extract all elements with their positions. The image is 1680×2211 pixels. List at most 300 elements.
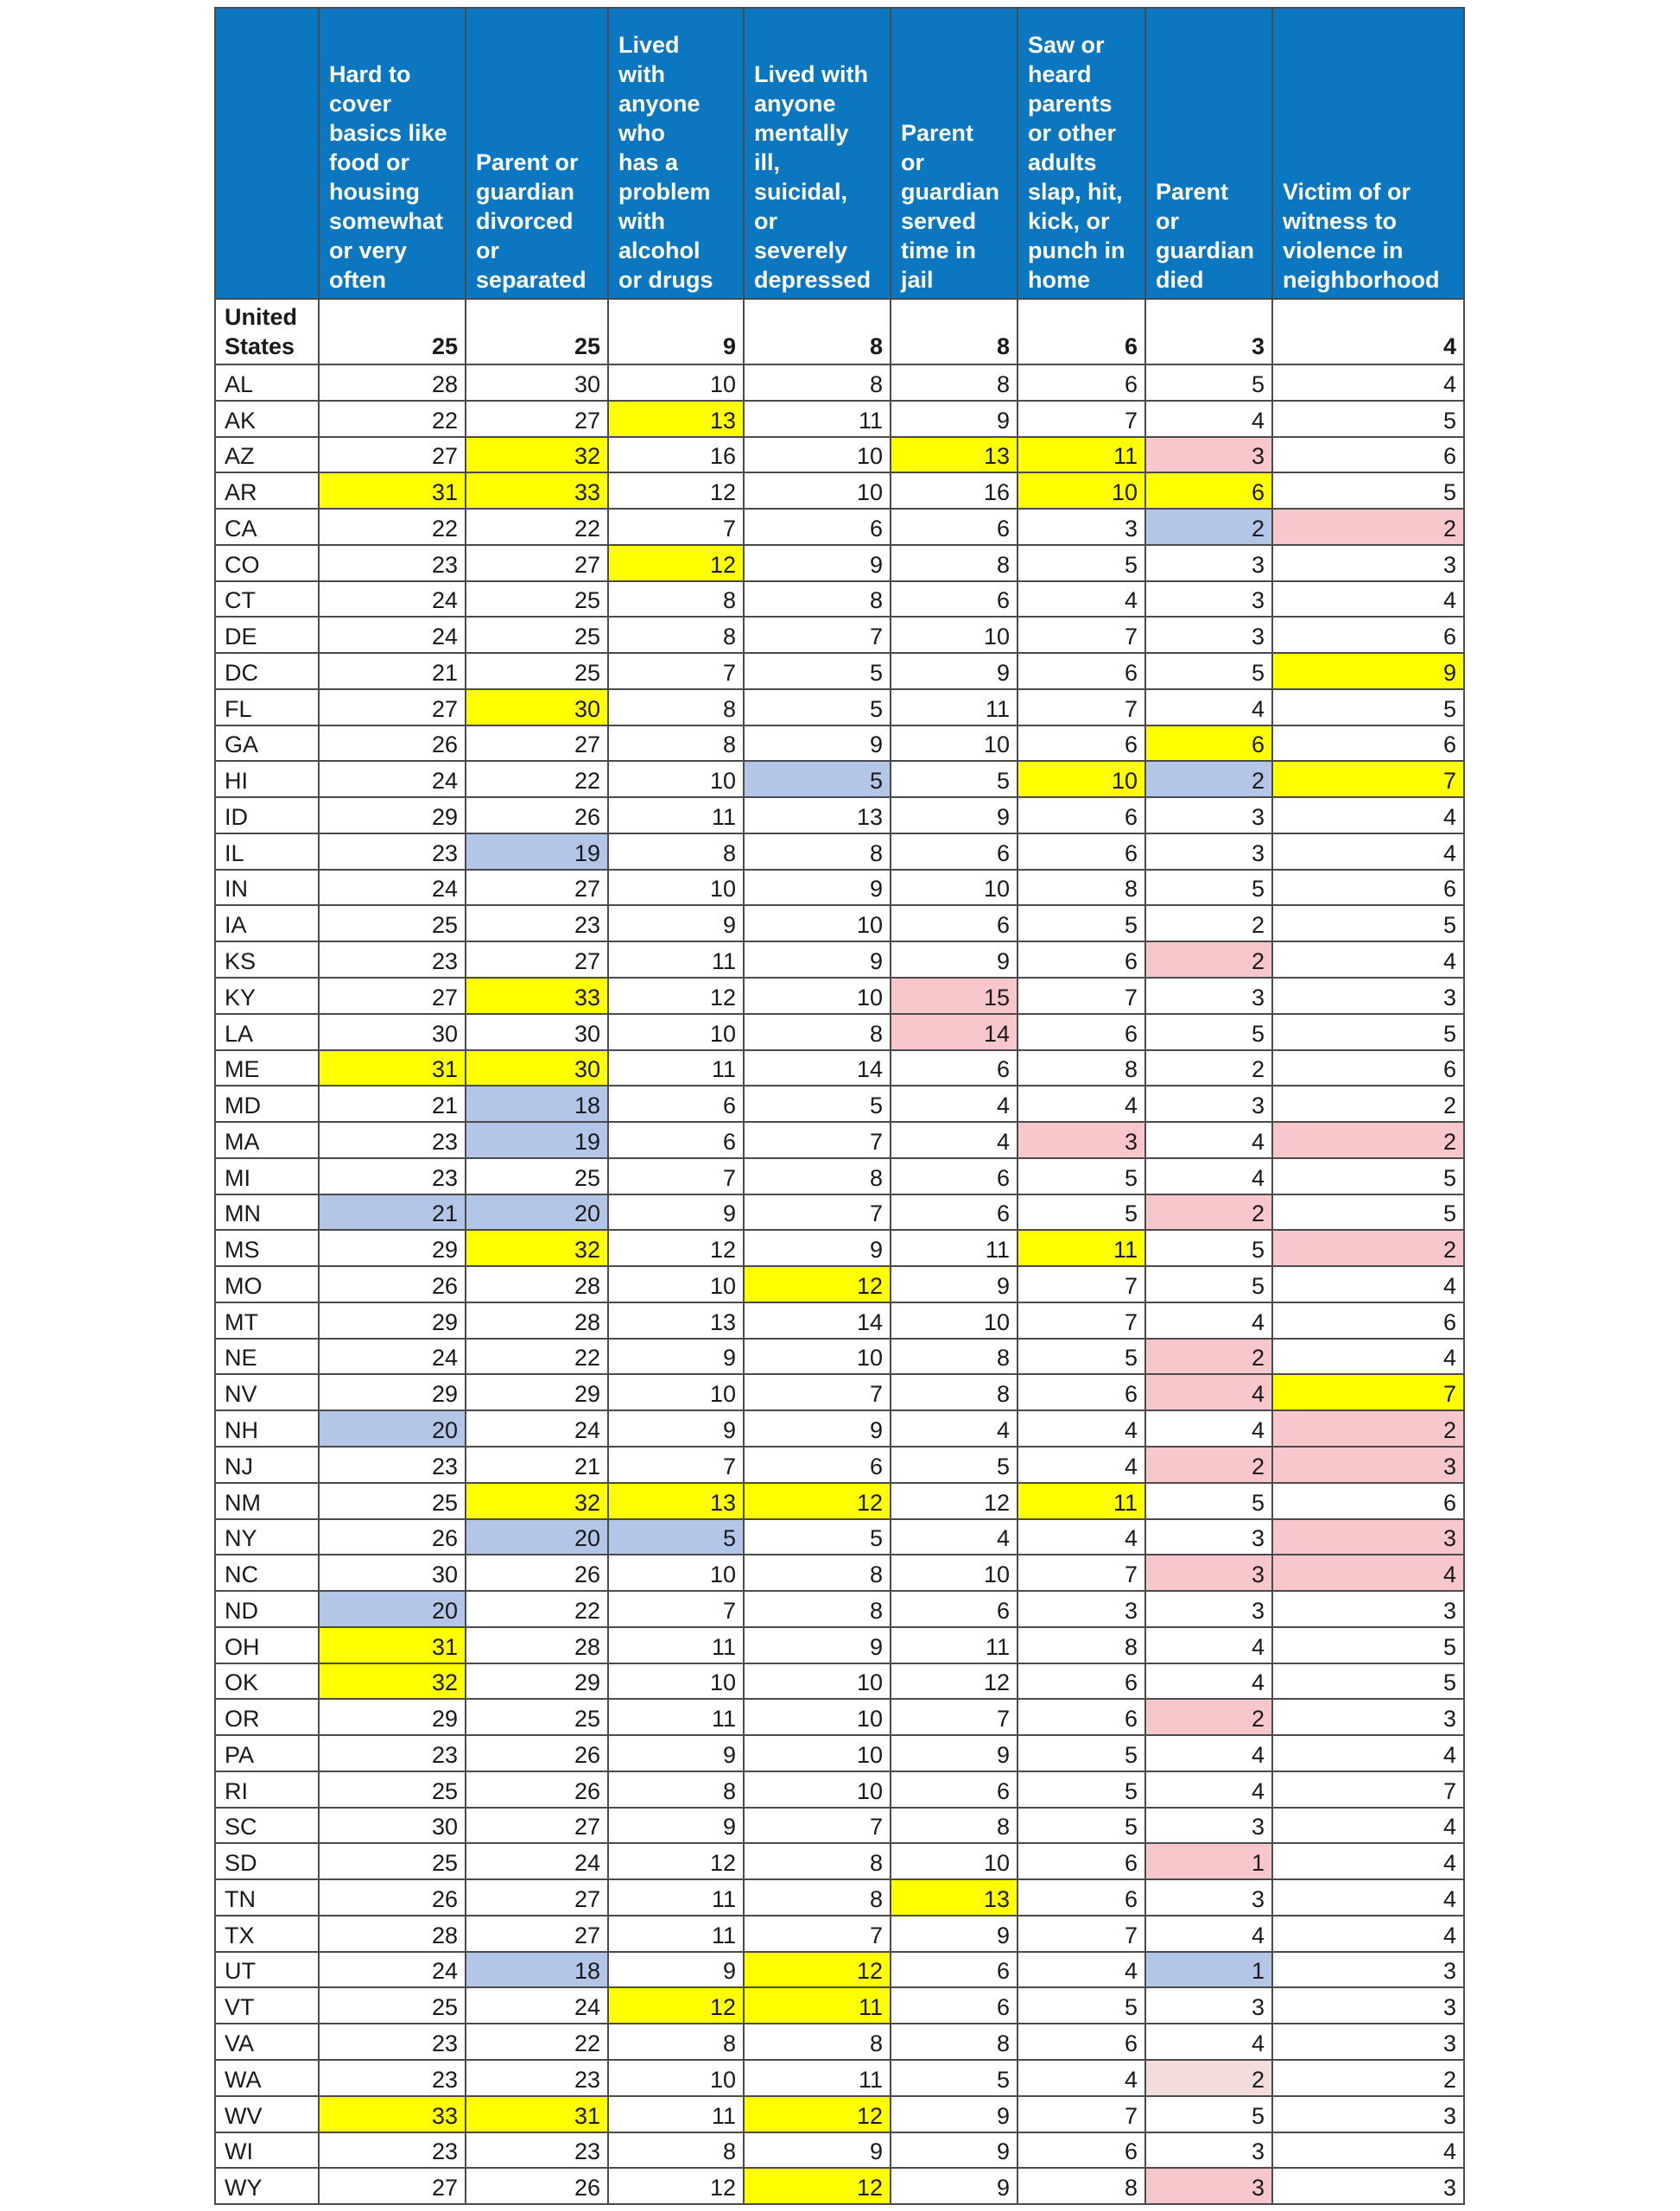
value-cell: 8 [744,1843,891,1879]
value-cell: 9 [891,1916,1018,1952]
table-row [215,2024,1464,2060]
value-cell: 9 [744,1230,891,1266]
value-cell: 5 [891,2060,1018,2096]
value-cell: 29 [466,1663,608,1700]
value-cell: 5 [1018,1808,1145,1844]
state-cell: MO [215,1266,319,1302]
table-row [215,1086,1464,1122]
value-cell: 6 [891,1987,1018,2024]
value-cell: 2 [1145,1699,1272,1735]
value-cell: 5 [1145,653,1272,689]
table-row [215,1555,1464,1591]
value-cell: 9 [608,1410,744,1447]
value-cell: 10 [744,978,891,1014]
value-cell: 8 [891,1808,1018,1844]
value-cell: 11 [1018,1230,1145,1266]
value-cell: 21 [466,1447,608,1483]
table-row [215,1447,1464,1483]
state-cell: HI [215,761,319,797]
table-row [215,2096,1464,2132]
value-cell: 6 [1272,617,1464,653]
value-cell: 10 [608,2060,744,2096]
value-cell: 11 [1018,1483,1145,1519]
value-cell: 3 [1272,2096,1464,2132]
table-row [215,545,1464,581]
value-cell: 3 [1145,2168,1272,2204]
value-cell: 7 [1018,617,1145,653]
value-cell: 23 [466,905,608,941]
value-cell: 4 [1145,1627,1272,1663]
value-cell: 31 [319,472,466,509]
value-cell: 6 [891,833,1018,870]
value-cell: 10 [608,1555,744,1591]
state-cell: United States [215,299,319,364]
value-cell: 12 [891,1483,1018,1519]
value-cell: 32 [466,1483,608,1519]
value-cell: 21 [319,1086,466,1122]
value-cell: 3 [1145,1519,1272,1555]
value-cell: 7 [1272,1374,1464,1410]
value-cell: 26 [466,1555,608,1591]
value-cell: 27 [319,437,466,473]
value-cell: 10 [891,1555,1018,1591]
value-cell: 9 [608,1735,744,1771]
value-cell: 8 [891,299,1018,364]
value-cell: 3 [1272,1591,1464,1627]
value-cell: 6 [1018,725,1145,762]
value-cell: 4 [1272,299,1464,364]
value-cell: 9 [891,1266,1018,1302]
value-cell: 3 [1145,978,1272,1014]
table-row [215,1122,1464,1158]
value-cell: 4 [1145,1374,1272,1410]
state-cell: NC [215,1555,319,1591]
value-cell: 24 [319,1339,466,1375]
value-cell: 6 [1145,472,1272,509]
value-cell: 4 [1272,1339,1464,1375]
value-cell: 27 [466,725,608,762]
state-cell: VA [215,2024,319,2060]
table-row [215,905,1464,941]
value-cell: 11 [608,941,744,978]
value-cell: 4 [1145,1302,1272,1339]
value-cell: 10 [891,1843,1018,1879]
state-cell: DC [215,653,319,689]
value-cell: 11 [744,2060,891,2096]
value-cell: 3 [1018,1122,1145,1158]
value-cell: 2 [1145,1194,1272,1231]
value-cell: 9 [744,1410,891,1447]
value-cell: 11 [891,1627,1018,1663]
table-row [215,581,1464,618]
state-cell: NV [215,1374,319,1410]
value-cell: 5 [1018,1339,1145,1375]
value-cell: 27 [466,1808,608,1844]
value-cell: 24 [466,1410,608,1447]
value-cell: 6 [744,509,891,545]
value-cell: 2 [1145,941,1272,978]
value-cell: 4 [1018,1410,1145,1447]
value-cell: 3 [1145,617,1272,653]
table-row [215,1663,1464,1700]
value-cell: 7 [1018,978,1145,1014]
value-cell: 5 [1272,1158,1464,1194]
table-row [215,1194,1464,1231]
state-cell: NE [215,1339,319,1375]
value-cell: 25 [319,299,466,364]
value-cell: 5 [744,761,891,797]
value-cell: 3 [1145,299,1272,364]
table-row [215,725,1464,762]
value-cell: 10 [608,1663,744,1700]
value-cell: 7 [608,653,744,689]
value-cell: 27 [466,870,608,906]
value-cell: 10 [891,725,1018,762]
value-cell: 3 [1272,545,1464,581]
value-cell: 8 [608,725,744,762]
table-row [215,1050,1464,1086]
value-cell: 21 [319,1194,466,1231]
value-cell: 5 [891,761,1018,797]
value-cell: 30 [466,1014,608,1050]
value-cell: 8 [744,299,891,364]
value-cell: 30 [319,1808,466,1844]
value-cell: 10 [744,1771,891,1808]
value-cell: 4 [1145,689,1272,725]
table-row [215,1410,1464,1447]
value-cell: 4 [891,1410,1018,1447]
value-cell: 6 [891,1591,1018,1627]
value-cell: 32 [466,1230,608,1266]
value-cell: 16 [608,437,744,473]
value-cell: 29 [466,1374,608,1410]
value-cell: 6 [1272,437,1464,473]
value-cell: 5 [1018,545,1145,581]
value-cell: 27 [319,689,466,725]
value-cell: 26 [319,725,466,762]
table-row [215,1771,1464,1808]
value-cell: 11 [608,1916,744,1952]
value-cell: 8 [891,545,1018,581]
value-cell: 6 [1018,1374,1145,1410]
value-cell: 6 [891,1771,1018,1808]
value-cell: 9 [744,941,891,978]
column-header: Lived with anyone who has a problem with alcohol or drugs [608,8,744,299]
value-cell: 3 [1145,797,1272,833]
value-cell: 14 [744,1302,891,1339]
value-cell: 8 [891,364,1018,401]
value-cell: 16 [891,472,1018,509]
value-cell: 24 [319,870,466,906]
value-cell: 7 [1018,2096,1145,2132]
value-cell: 11 [608,797,744,833]
value-cell: 3 [1145,1555,1272,1591]
value-cell: 8 [891,2024,1018,2060]
value-cell: 11 [608,1050,744,1086]
state-cell: CT [215,581,319,618]
value-cell: 10 [608,364,744,401]
value-cell: 8 [1018,1627,1145,1663]
state-cell: SD [215,1843,319,1879]
state-cell: KY [215,978,319,1014]
value-cell: 6 [1018,1663,1145,1700]
value-cell: 4 [1018,1952,1145,1988]
value-cell: 5 [1272,689,1464,725]
value-cell: 24 [466,1987,608,2024]
column-header: Parent or guardian died [1145,8,1272,299]
value-cell: 22 [466,1591,608,1627]
value-cell: 4 [1145,401,1272,437]
value-cell: 3 [1272,1519,1464,1555]
value-cell: 8 [744,2024,891,2060]
table-row [215,978,1464,1014]
value-cell: 30 [466,1050,608,1086]
value-cell: 3 [1145,581,1272,618]
value-cell: 5 [891,1447,1018,1483]
value-cell: 9 [744,870,891,906]
value-cell: 5 [1145,870,1272,906]
value-cell: 33 [319,2096,466,2132]
value-cell: 6 [891,581,1018,618]
value-cell: 4 [1018,1447,1145,1483]
value-cell: 13 [608,1302,744,1339]
value-cell: 5 [1272,905,1464,941]
value-cell: 12 [608,545,744,581]
value-cell: 3 [1145,1987,1272,2024]
table-row [215,689,1464,725]
value-cell: 8 [1018,1050,1145,1086]
value-cell: 30 [466,364,608,401]
value-cell: 7 [744,1374,891,1410]
value-cell: 2 [1272,2060,1464,2096]
value-cell: 3 [1145,1591,1272,1627]
value-cell: 23 [319,2060,466,2096]
value-cell: 29 [319,1374,466,1410]
value-cell: 13 [608,401,744,437]
value-cell: 25 [319,1843,466,1879]
value-cell: 31 [319,1627,466,1663]
value-cell: 7 [1272,1771,1464,1808]
state-cell: SC [215,1808,319,1844]
value-cell: 2 [1145,905,1272,941]
state-cell: AZ [215,437,319,473]
table-row [215,653,1464,689]
value-cell: 14 [744,1050,891,1086]
value-cell: 14 [891,1014,1018,1050]
value-cell: 7 [608,1158,744,1194]
value-cell: 12 [608,1230,744,1266]
value-cell: 27 [466,401,608,437]
value-cell: 5 [1018,1771,1145,1808]
value-cell: 11 [891,1230,1018,1266]
value-cell: 7 [744,1122,891,1158]
value-cell: 4 [1018,1519,1145,1555]
value-cell: 6 [891,1952,1018,1988]
state-cell: CO [215,545,319,581]
value-cell: 10 [744,1663,891,1700]
value-cell: 9 [744,1627,891,1663]
value-cell: 9 [608,1952,744,1988]
value-cell: 9 [891,941,1018,978]
state-cell: AR [215,472,319,509]
value-cell: 18 [466,1086,608,1122]
column-header: Parent or guardian served time in jail [891,8,1018,299]
value-cell: 2 [1145,2060,1272,2096]
value-cell: 28 [466,1266,608,1302]
value-cell: 25 [466,653,608,689]
value-cell: 11 [1018,437,1145,473]
state-cell: WY [215,2168,319,2204]
value-cell: 6 [1272,870,1464,906]
value-cell: 5 [1145,1014,1272,1050]
value-cell: 4 [1272,581,1464,618]
value-cell: 12 [608,1987,744,2024]
value-cell: 5 [744,653,891,689]
value-cell: 33 [466,472,608,509]
value-cell: 19 [466,1122,608,1158]
state-cell: MI [215,1158,319,1194]
value-cell: 27 [319,978,466,1014]
value-cell: 27 [319,2168,466,2204]
table-row [215,1808,1464,1844]
value-cell: 12 [744,1483,891,1519]
state-cell: RI [215,1771,319,1808]
value-cell: 23 [319,941,466,978]
state-cell: VT [215,1987,319,2024]
value-cell: 10 [744,1699,891,1735]
value-cell: 26 [466,2168,608,2204]
value-cell: 3 [1018,509,1145,545]
value-cell: 9 [608,299,744,364]
value-cell: 26 [466,1771,608,1808]
value-cell: 23 [466,2060,608,2096]
state-cell: MS [215,1230,319,1266]
value-cell: 4 [1145,2024,1272,2060]
value-cell: 9 [744,725,891,762]
value-cell: 5 [1145,1230,1272,1266]
value-cell: 10 [608,1266,744,1302]
value-cell: 4 [1018,2060,1145,2096]
value-cell: 4 [1018,1086,1145,1122]
value-cell: 12 [744,2168,891,2204]
value-cell: 33 [466,978,608,1014]
value-cell: 6 [1145,725,1272,762]
value-cell: 12 [608,472,744,509]
value-cell: 11 [744,401,891,437]
value-cell: 6 [1018,1014,1145,1050]
value-cell: 4 [1145,1158,1272,1194]
table-row [215,2060,1464,2096]
table-row [215,1916,1464,1952]
table-body [215,299,1464,2204]
value-cell: 23 [466,2132,608,2169]
value-cell: 4 [1272,1879,1464,1916]
value-cell: 11 [608,1879,744,1916]
value-cell: 22 [466,2024,608,2060]
value-cell: 12 [608,978,744,1014]
state-cell: ND [215,1591,319,1627]
value-cell: 7 [1018,1302,1145,1339]
national-row [215,299,1464,364]
state-cell: ME [215,1050,319,1086]
value-cell: 5 [1018,1735,1145,1771]
value-cell: 6 [1018,2024,1145,2060]
value-cell: 9 [891,401,1018,437]
value-cell: 6 [1018,364,1145,401]
state-cell: WV [215,2096,319,2132]
value-cell: 5 [1272,1627,1464,1663]
value-cell: 24 [319,581,466,618]
value-cell: 4 [1272,941,1464,978]
state-cell: OR [215,1699,319,1735]
table-row [215,472,1464,509]
value-cell: 10 [891,870,1018,906]
value-cell: 15 [891,978,1018,1014]
value-cell: 2 [1145,1339,1272,1375]
table-row [215,1519,1464,1555]
state-cell: IL [215,833,319,870]
value-cell: 30 [319,1014,466,1050]
value-cell: 5 [1272,1663,1464,1700]
value-cell: 5 [1145,1266,1272,1302]
value-cell: 5 [1145,364,1272,401]
value-cell: 6 [891,509,1018,545]
value-cell: 9 [608,1339,744,1375]
state-cell: ID [215,797,319,833]
value-cell: 1 [1145,1843,1272,1879]
value-cell: 30 [319,1555,466,1591]
value-cell: 8 [608,2024,744,2060]
value-cell: 8 [608,689,744,725]
value-cell: 12 [608,2168,744,2204]
value-cell: 26 [319,1266,466,1302]
value-cell: 5 [1145,2096,1272,2132]
value-cell: 23 [319,1158,466,1194]
state-cell: WA [215,2060,319,2096]
value-cell: 7 [1018,1916,1145,1952]
value-cell: 20 [466,1519,608,1555]
value-cell: 9 [744,2132,891,2169]
value-cell: 6 [1018,1843,1145,1879]
value-cell: 10 [608,761,744,797]
value-cell: 25 [319,1483,466,1519]
value-cell: 4 [1145,1735,1272,1771]
value-cell: 6 [891,1194,1018,1231]
value-cell: 5 [744,1519,891,1555]
state-cell: PA [215,1735,319,1771]
value-cell: 7 [608,509,744,545]
value-cell: 2 [1272,1410,1464,1447]
value-cell: 6 [1018,653,1145,689]
value-cell: 31 [466,2096,608,2132]
value-cell: 7 [744,617,891,653]
value-cell: 11 [744,1987,891,2024]
value-cell: 8 [608,617,744,653]
value-cell: 23 [319,833,466,870]
value-cell: 6 [1272,1050,1464,1086]
state-cell: DE [215,617,319,653]
value-cell: 24 [466,1843,608,1879]
value-cell: 7 [744,1916,891,1952]
value-cell: 10 [1018,761,1145,797]
table-row [215,833,1464,870]
value-cell: 3 [1272,1952,1464,1988]
column-header: Parent or guardian divorced or separated [466,8,608,299]
value-cell: 5 [744,1086,891,1122]
value-cell: 23 [319,1447,466,1483]
value-cell: 5 [1018,905,1145,941]
value-cell: 4 [1272,364,1464,401]
